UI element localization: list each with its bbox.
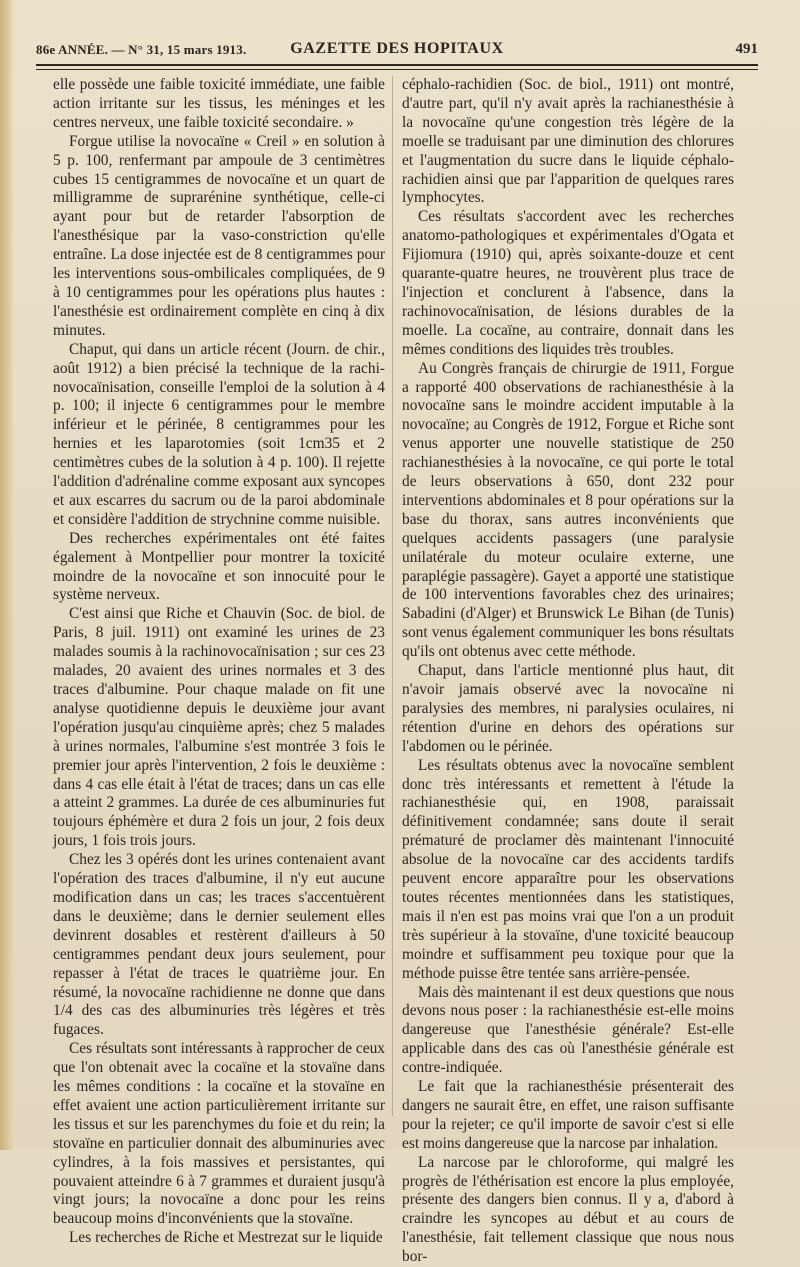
left-column <box>53 76 385 1248</box>
paragraph: céphalo-rachidien (Soc. de biol., 1911) ont montré, d'autre part, qu'il n'y avait après la rachianesthésie à la novocaïne qu'une congestion très légère de la moelle se traduisant par une diminution des chlorures et l'augmentation du sucre dans le liquide céphalo-rachidien ainsi que par l'apparition de quelques rares lymphocytes. <box>402 76 734 207</box>
header-rule-thin <box>36 69 758 70</box>
paragraph: Les résultats obtenus avec la novocaïne semblent donc très intéressants et remettent à l'étude la rachianesthésie qui, en 1908, paraissait définitivement condamnée; sans doute il serait prématuré de proclamer dès maintenant l'innocuité absolue de la novocaïne car des accidents tardifs peuvent encore apparaître pour les observations toutes récentes mentionnées dans les statistiques, mais il n'en est pas moins vrai que l'on a un produit très supérieur à la stovaïne, d'une toxicité beaucoup moindre et suffisamment peu toxique pour que la méthode puisse être tentée sans arrière-pensée. <box>402 756 734 982</box>
paragraph: elle possède une faible toxicité immédiate, une faible action irritante sur les tissus, les méninges et les centres nerveux, une faible toxicité secondaire. » <box>53 76 385 131</box>
paragraph: Chaput, qui dans un article récent (Journ. de chir., août 1912) a bien précisé la technique de la rachi-novocaïnisation, conseille l'emploi de la solution à 4 p. 100; il injecte 6 centigrammes pour le membre inférieur et le périnée, 8 centigrammes pour les hernies et les laparotomies (soit 1cm35 et 2 centimètres cubes de la solution à 4 p. 100). Il rejette l'addition d'adrénaline comme exposant aux syncopes et aux escarres du sacrum ou de la paroi abdominale et considère l'addition de strychnine comme nuisible. <box>53 340 385 528</box>
running-header <box>36 40 758 62</box>
paragraph: Ces résultats s'accordent avec les recherches anatomo-pathologiques et expérimentales d'Ogata et Fijiomura (1910) qui, après soixante-douze et cent quarante-quatre heures, ne trouvèrent plus trace de l'injection et conclurent à l'absence, dans la rachinovocaïnisation, de lésions durables de la moelle. La cocaïne, au contraire, donnait dans les mêmes conditions des liquides très troubles. <box>402 208 734 358</box>
page-number: 491 <box>735 41 758 57</box>
header-rule-thick <box>36 64 758 66</box>
paragraph: Ces résultats sont intéressants à rapprocher de ceux que l'on obtenait avec la cocaïne et la stovaïne dans les mêmes conditions : la cocaïne et la stovaïne en effet avaient une action particulièrement irritante sur les tissus et sur les parenchymes du foie et du rein; la stovaïne en particulier donnait des albuminuries avec cylindres, à la fois massives et persistantes, qui pouvaient atteindre 6 à 7 grammes et duraient jusqu'à vingt jours; la novocaïne a donc pour les reins beaucoup moins d'inconvénients que la stovaïne. <box>53 1040 385 1228</box>
paragraph: Mais dès maintenant il est deux questions que nous devons nous poser : la rachianesthésie est-elle moins dangereuse que l'anesthésie générale? Est-elle applicable dans des cas où l'anesthésie générale est contre-indiquée. <box>402 983 734 1077</box>
paragraph: C'est ainsi que Riche et Chauvin (Soc. de biol. de Paris, 8 juil. 1911) ont examiné les urines de 23 malades soumis à la rachinovocaïnisation ; sur ces 23 malades, 20 avaient des urines normales et 3 des traces d'albumine. Pour chaque malade on fit une analyse quotidienne depuis le deuxième jour avant l'opération jusqu'au cinquième après; chez 5 malades à urines normales, l'albumine s'est montrée 3 fois le premier jour après l'intervention, 2 fois le deuxième : dans 4 cas elle était à l'état de traces; dans un cas elle a atteint 2 grammes. La durée de ces albuminuries fut toujours éphémère et dura 2 fois un jour, 2 fois deux jours, 1 fois trois jours. <box>53 605 385 850</box>
paragraph: Des recherches expérimentales ont été faites également à Montpellier pour montrer la toxicité moindre de la novocaïne et son innocuité pour le système nerveux. <box>53 529 385 604</box>
page-edge <box>0 0 14 1150</box>
paragraph: Forgue utilise la novocaïne « Creil » en solution à 5 p. 100, renfermant par ampoule de 3 centimètres cubes 15 centigrammes de novocaïne et un quart de milligramme de suprarénine synthétique, celle-ci ayant pour but de retarder l'absorption de l'anesthésique par la vaso-constriction qu'elle entraîne. La dose injectée est de 8 centigrammes pour les interventions sous-ombilicales compliquées, de 9 à 10 centigrammes pour les opérations plus hautes : l'anesthésie est ordinairement complète en cinq à dix minutes. <box>53 132 385 339</box>
column-divider <box>392 76 393 1116</box>
paragraph: Chez les 3 opérés dont les urines contenaient avant l'opération des traces d'albumine, il n'y eut aucune modification dans un cas; les traces s'accentuèrent dans le deuxième; dans le dernier seulement elles devinrent dosables et restèrent d'ailleurs à 50 centigrammes pendant deux jours seulement, pour repasser à l'état de traces le quatrième jour. En résumé, la novocaïne rachidienne ne donne que dans 1/4 des cas des albuminuries très légères et très fugaces. <box>53 851 385 1039</box>
journal-title: GAZETTE DES HOPITAUX <box>290 40 504 57</box>
right-column <box>402 76 734 1267</box>
paragraph: Les recherches de Riche et Mestrezat sur le liquide <box>69 1229 383 1247</box>
paragraph: La narcose par le chloroforme, qui malgré les progrès de l'éthérisation est encore la plus employée, présente des dangers bien connus. Il y a, d'abord à craindre les syncopes au début et au cours de l'anesthésie, fait tellement classique que nous nous bor- <box>402 1153 734 1266</box>
paragraph: Chaput, dans l'article mentionné plus haut, dit n'avoir jamais observé avec la novocaïne ni paralysies des membres, ni paralysies oculaires, ni rétention d'urine en dehors des opérations sur l'abdomen ou le périnée. <box>402 662 734 755</box>
issue-line: 86e ANNÉE. — N° 31, 15 mars 1913. <box>36 42 247 57</box>
paragraph: Le fait que la rachianesthésie présenterait des dangers ne saurait être, en effet, une raison suffisante pour la rejeter; ce qu'il importe de savoir c'est si elle est moins dangereuse que la narcose par inhalation. <box>402 1078 734 1152</box>
paragraph: Au Congrès français de chirurgie de 1911, Forgue a rapporté 400 observations de rachianesthésie à la novocaïne sans le moindre accident imputable à la novocaïne; au Congrès de 1912, Forgue et Riche sont venus apporter une nouvelle statistique de 250 rachianesthésies à la novocaïne, ce qui porte le total de leurs observations à 650, dont 232 pour interventions abdominales et 8 pour opérations sur la base du thorax, sans autres inconvénients que quelques accidents passagers (une paralysie unilatérale du moteur oculaire externe, une paraplégie passagère). Gayet a apporté une statistique de 100 interventions favorables chez des urinaires; Sabadini (d'Alger) et Brunswick Le Bihan (de Tunis) sont venus également communiquer les bons résultats qu'ils ont obtenus avec cette méthode. <box>402 359 734 661</box>
